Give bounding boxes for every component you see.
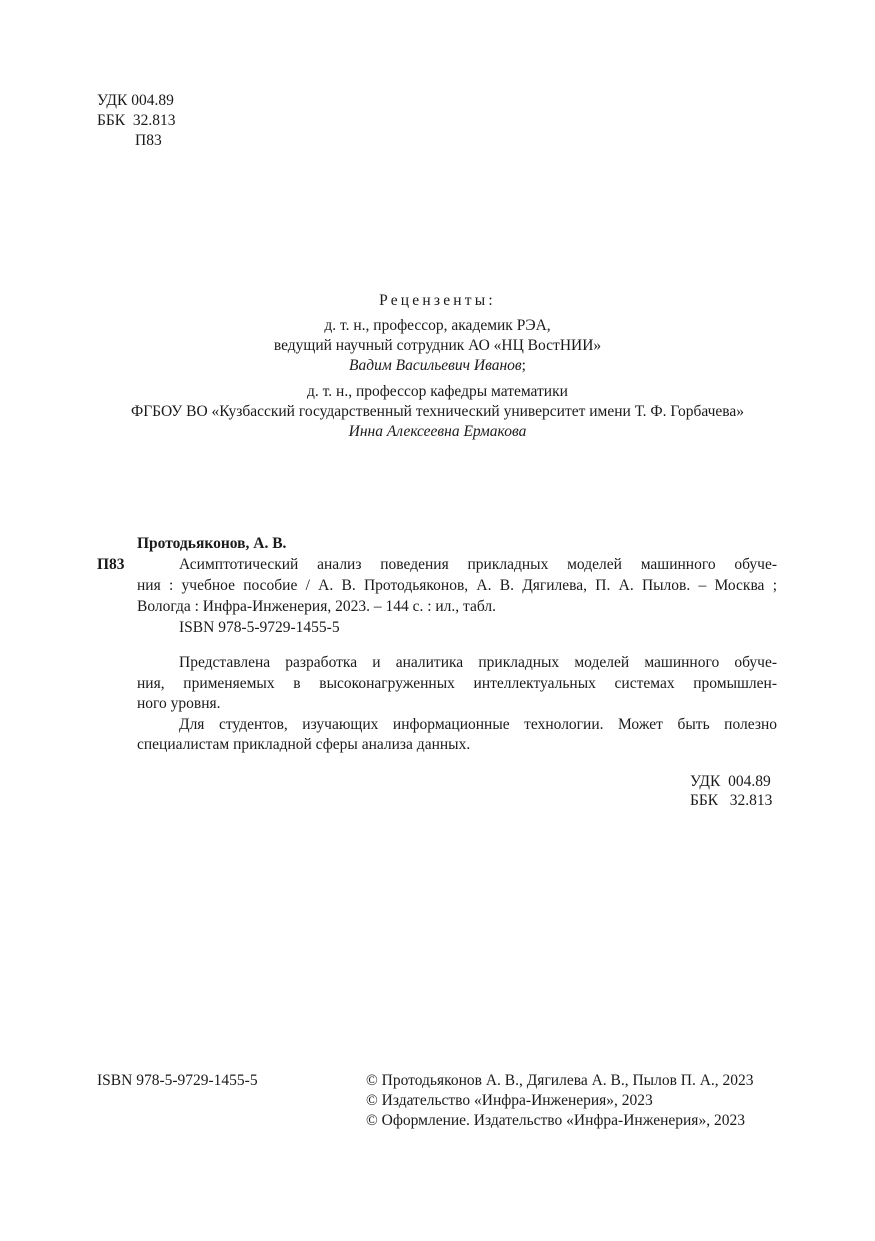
reviewers-block [0,291,875,442]
udk-code-right: УДК 004.89 [690,773,771,790]
reviewer-1-line-1: д. т. н., профессор, академик РЭА, [324,317,551,334]
copyright-block [366,1071,754,1131]
reviewer-1-line-2: ведущий научный сотрудник АО «НЦ ВостНИИ» [273,337,602,354]
annotation [137,653,777,756]
reviewer-1-name-line [0,356,875,376]
reviewer-1-name: Вадим Васильевич Иванов [349,357,522,374]
annotation-p1-line-1: Представлена разработка и аналитика прикладных моделей машинного обуче- [179,654,777,671]
copyright-line-publisher: © Издательство «Инфра-Инженерия», 2023 [366,1092,653,1109]
desc-line-1: Асимптотический анализ поведения прикладных моделей машинного обуче- [179,556,777,573]
copyright-line-authors: © Протодьяконов А. В., Дягилева А. В., Пылов П. А., 2023 [366,1072,754,1089]
annotation-p1-line-2: ния, применяемых в высоконагруженных интеллектуальных системах промышлен- [137,674,777,692]
desc-line-2: ния : учебное пособие / А. В. Протодьяконов, А. В. Дягилева, П. А. Пылов. – Москва ; [137,577,777,594]
annotation-p2-line-1: Для студентов, изучающих информационные технологии. Может быть полезно [179,715,777,733]
reviewers-title: Рецензенты: [379,292,496,309]
author-sign: П83 [135,132,162,149]
reviewer-2-line-2: ФГБОУ ВО «Кузбасский государственный технический университет имени Т. Ф. Горбачева» [130,403,745,420]
classification-header [97,91,176,151]
classification-footer [690,772,772,810]
record-sign: П83 [97,556,125,573]
reviewer-2-name: Инна Алексеевна Ермакова [348,423,527,440]
footer-isbn: ISBN 978-5-9729-1455-5 [97,1072,258,1089]
bbk-code: ББК 32.813 [97,112,176,129]
bbk-code-right: ББК 32.813 [690,792,773,809]
reviewer-2-line-1: д. т. н., профессор кафедры математики [307,383,568,400]
udk-code: УДК 004.89 [97,92,174,109]
desc-line-3: Вологда : Инфра-Инженерия, 2023. – 144 с. : ил., табл. [137,598,496,615]
record-isbn: ISBN 978-5-9729-1455-5 [179,619,340,636]
record-author: Протодьяконов, А. В. [137,535,287,552]
bibliographic-description [137,555,777,639]
annotation-p1-line-3: ного уровня. [137,695,221,712]
annotation-p2-line-2: специалистам прикладной сферы анализа данных. [137,736,471,753]
copyright-line-design: © Оформление. Издательство «Инфра-Инженерия», 2023 [366,1112,745,1129]
reviewer-1-name-suffix: ; [521,357,526,374]
